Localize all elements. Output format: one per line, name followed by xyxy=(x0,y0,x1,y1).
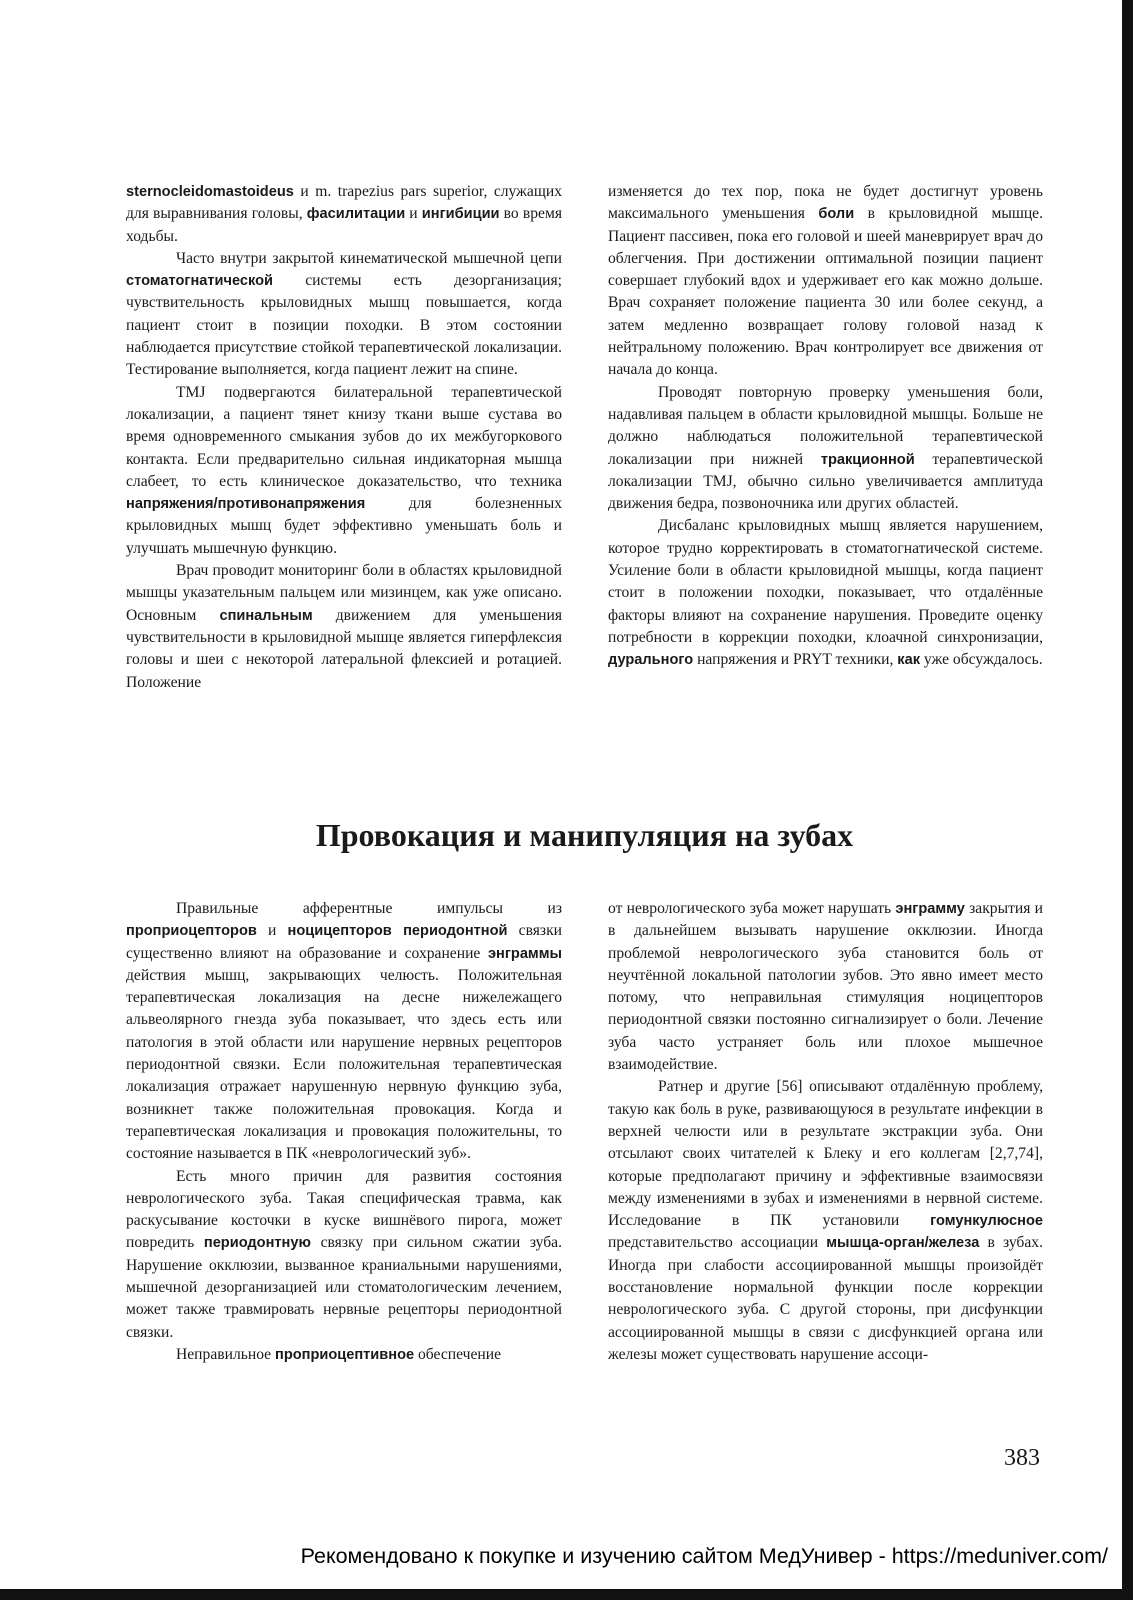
term-bold: напряжения/противонапряжения xyxy=(126,496,366,513)
term-bold: дурального xyxy=(608,652,694,669)
page-number: 383 xyxy=(1004,1445,1040,1471)
text-run: Неправильное xyxy=(176,1345,275,1363)
paragraph xyxy=(126,1344,562,1366)
text-column-top-right xyxy=(608,181,1043,672)
paragraph xyxy=(608,1076,1043,1366)
text-column-bottom-left xyxy=(126,898,562,1366)
term-bold: sternocleidomastoideus xyxy=(126,184,294,200)
text-run: системы есть дезорганизация; чувствительность крыловидных мышц повышается, когда пациент стоит в позиции походки. В этом состоянии наблюдается присутствие стойкой терапевтической локализации. Тестирование выполняется, когда пациент лежит на спине. xyxy=(126,272,562,379)
text-run: изменяется до тех пор, пока не будет достигнут уровень максимального уменьшения xyxy=(608,183,1043,223)
paragraph xyxy=(608,181,1043,382)
paragraph xyxy=(126,560,562,694)
text-run: связки существенно влияют на образование и сохранение xyxy=(126,922,562,962)
paragraph xyxy=(126,382,562,560)
paragraph xyxy=(126,898,562,1166)
term-bold: периодонтную xyxy=(203,1235,311,1252)
term-bold: проприоцептивное xyxy=(275,1346,415,1363)
text-run: движением для уменьшения чувствительности в крыловидной мышце является гиперфлексия головы и шеи с некоторой латеральной флексией и ротацией. Положение xyxy=(126,606,562,691)
text-run: напряжения и PRYT техники, xyxy=(693,651,898,669)
term-bold: фасилитации xyxy=(306,206,406,223)
text-run: Правильные афферентные импульсы из xyxy=(176,900,562,917)
text-run: TMJ подвергаются билатеральной терапевтической локализации, а пациент тянет книзу ткани выше сустава во время одновременного смыкания зубов до их межбугоркового контакта. Если предварительно сильная индикаторная мышца слабеет, то есть клиническое доказательство, что техника xyxy=(126,383,562,490)
text-column-top-left xyxy=(126,181,562,694)
text-column-bottom-right xyxy=(608,898,1043,1366)
text-run: и xyxy=(256,922,288,940)
term-bold: стоматогнатической xyxy=(126,273,274,290)
text-run: представительство ассоциации xyxy=(608,1234,827,1252)
term-bold: как xyxy=(897,652,921,669)
text-run: в зубах. Иногда при слабости ассоциированной мышцы произойдёт восстановление нормальной функции после коррекции неврологического зуба. С другой стороны, при дисфункции ассоциированной мышцы в связи с дисфункцией органа или железы может существовать нарушение ассоци- xyxy=(608,1234,1043,1363)
section-heading: Провокация и манипуляция на зубах xyxy=(315,817,854,853)
text-run: уже обсуждалось. xyxy=(920,651,1043,669)
term-bold: ингибиции xyxy=(421,206,500,223)
scan-edge-bottom xyxy=(0,1589,1133,1600)
paragraph xyxy=(126,181,562,248)
text-run: и m. trapezius pars superior, служащих для выравнивания головы, xyxy=(126,183,562,223)
text-run: обеспечение xyxy=(414,1345,502,1363)
paragraph xyxy=(608,898,1043,1076)
term-bold: спинальным xyxy=(219,607,313,624)
text-run: и xyxy=(405,205,422,223)
text-run: во время ходьбы. xyxy=(126,205,562,245)
term-bold: энграмму xyxy=(895,901,965,917)
text-run: связку при сильном сжатии зуба. Нарушение окклюзии, вызванное краниальными нарушениями, мышечной дезорганизацией или стоматологическим лечением, может также травмировать нервные рецепторы периодонтной связки. xyxy=(126,1234,562,1341)
term-bold: мышца-орган/железа xyxy=(826,1235,980,1252)
term-bold: гомункулюсное xyxy=(930,1213,1043,1230)
paragraph xyxy=(608,382,1043,516)
term-bold: энграммы xyxy=(487,945,562,962)
scan-edge-right xyxy=(1122,0,1133,1600)
footer-banner: Рекомендовано к покупке и изучению сайтом МедУнивер - https://meduniver.com/ xyxy=(300,1544,1108,1568)
text-run: Есть много причин для развития состояния неврологического зуба. Такая специфическая травма, как раскусывание косточки в куске вишнёвого пирога, может повредить xyxy=(126,1167,562,1252)
paragraph xyxy=(608,515,1043,671)
text-run: от неврологического зуба может нарушать xyxy=(608,900,896,917)
text-run: для болезненных крыловидных мышц будет эффективно уменьшать боль и улучшать мышечную функцию. xyxy=(126,495,562,557)
text-run: Часто внутри закрытой кинематической мышечной цепи xyxy=(176,249,562,267)
text-run: в крыловидной мышце. Пациент пассивен, пока его головой и шеей маневрирует врач до облегчения. При достижении оптимальной позиции пациент совершает глубокий вдох и удерживает его как можно дольше. Врач сохраняет положение пациента 30 или более секунд, а затем медленно возвращает голову головой назад к нейтральному положению. Врач контролирует все движения от начала до конца. xyxy=(608,205,1043,379)
text-run: Проводят повторную проверку уменьшения боли, надавливая пальцем в области крыловидной мышцы. Больше не должно наблюдаться положительной терапевтической локализации при нижней xyxy=(608,383,1043,468)
text-run: Ратнер и другие [56] описывают отдалённую проблему, такую как боль в руке, развивающуюся в результате инфекции в верхней челюсти или в результате экстракции зуба. Они отсылают своих читателей к Блеку и его коллегам [2,7,74], которые предполагают причину и эффективные взаимосвязи между изменениями в зубах и изменениями в нервной системе. Исследование в ПК установили xyxy=(608,1078,1043,1230)
term-bold: ноцицепторов периодонтной xyxy=(287,923,508,940)
term-bold: боли xyxy=(818,206,855,223)
paragraph xyxy=(126,1166,562,1344)
text-run: закрытия и в дальнейшем вызывать нарушение окклюзии. Иногда проблемой неврологического зуба становится боль от неучтённой локальной патологии зубов. Это явно имеет место потому, что неправильная стимуляция ноцицепторов периодонтной связки постоянно сигнализирует о боли. Лечение зуба часто устраняет боль или плохое мышечное взаимодействие. xyxy=(608,900,1043,1074)
text-run: терапевтической локализации TMJ, обычно сильно увеличивается амплитуда движения бедра, позвоночника или других областей. xyxy=(608,450,1043,513)
text-run: Врач проводит мониторинг боли в областях крыловидной мышцы указательным пальцем или мизинцем, как уже описано. Основным xyxy=(126,562,562,624)
term-bold: тракционной xyxy=(820,451,915,468)
paragraph xyxy=(126,248,562,382)
text-run: действия мышц, закрывающих челюсть. Положительная терапевтическая локализация на десне нижележащего альвеолярного гнезда зуба показывает, что здесь есть или патология в этой области или нарушение нервных рецепторов периодонтной связки. Если положительная терапевтическая локализация отражает нарушенную нервную функцию зуба, возникнет также положительная провокация. Когда и терапевтическая локализация и провокация положительны, то состояние называется в ПК «неврологический зуб». xyxy=(126,966,562,1163)
term-bold: проприоцепторов xyxy=(126,923,257,940)
text-run: Дисбаланс крыловидных мышц является нарушением, которое трудно корректировать в стоматогнатической системе. Усиление боли в области крыловидной мышцы, когда пациент стоит в положении походки, показывает, что отдалённые факторы влияют на сохранение нарушения. Проведите оценку потребности в коррекции походки, клоачной синхронизации, xyxy=(608,517,1043,646)
